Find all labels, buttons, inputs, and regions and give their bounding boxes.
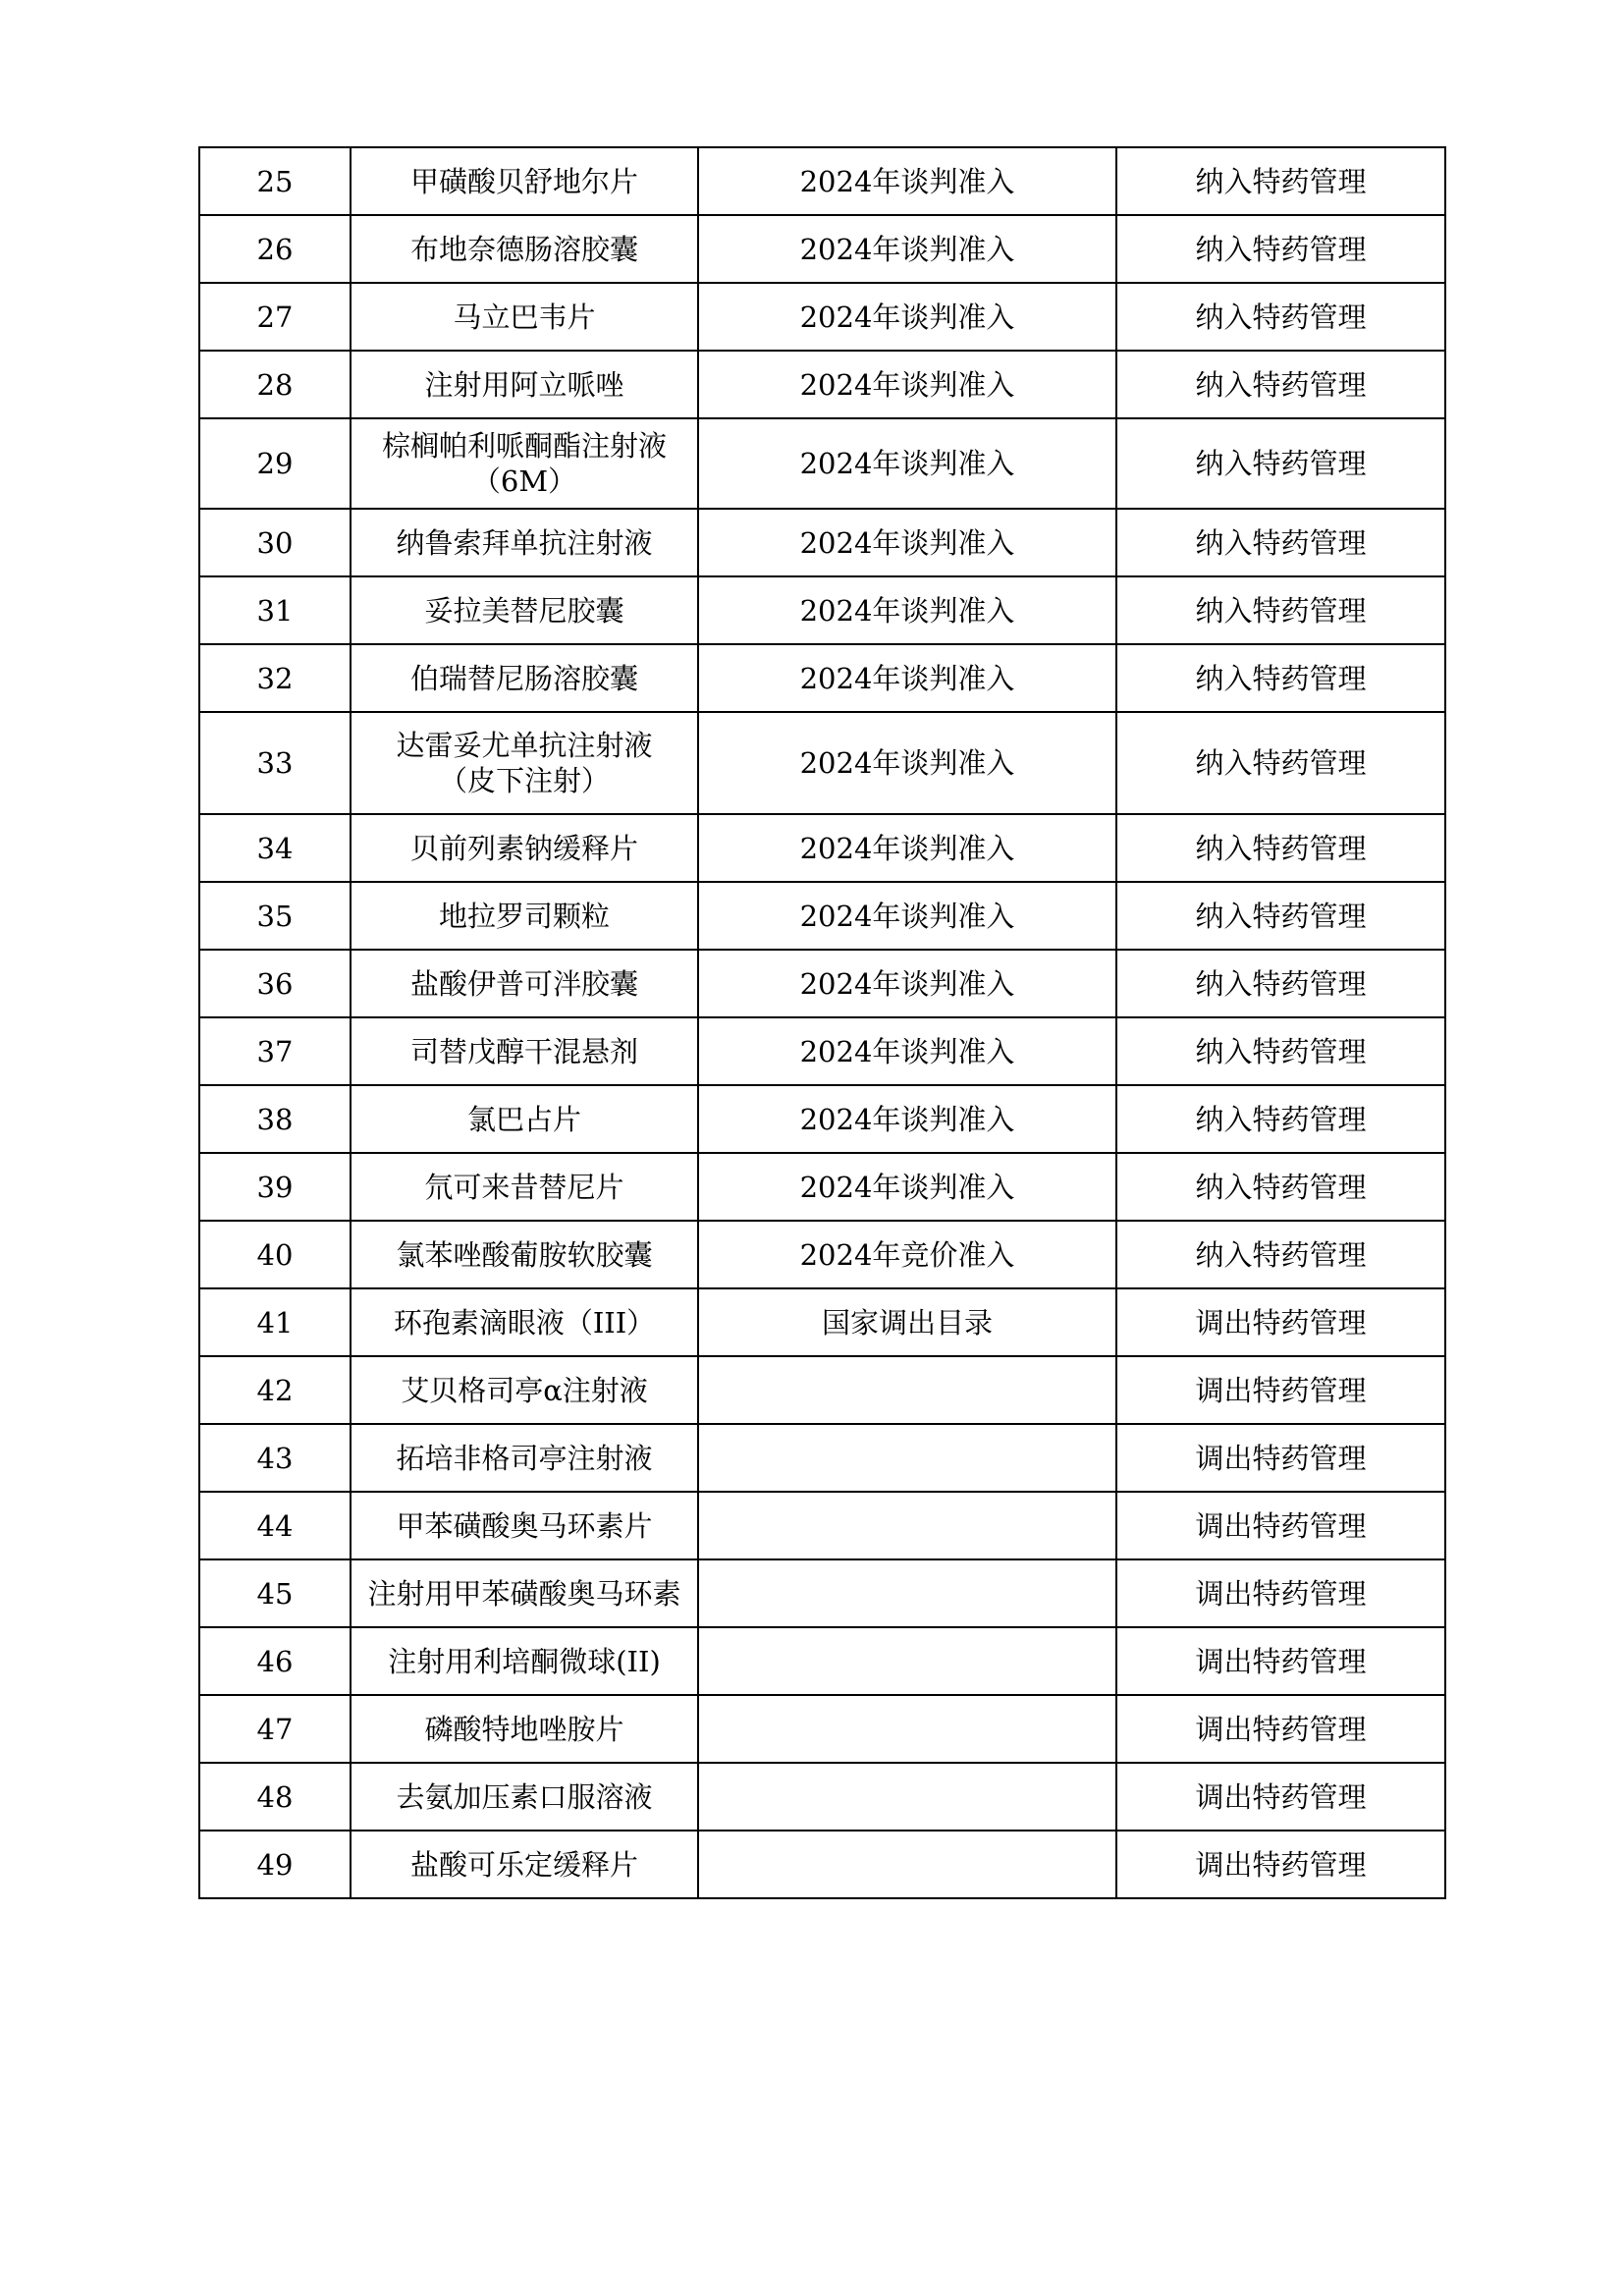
adjustment-reason: 2024年谈判准入 (698, 1085, 1116, 1153)
management-status: 纳入特药管理 (1116, 418, 1445, 509)
adjustment-reason: 2024年竞价准入 (698, 1221, 1116, 1288)
drug-name (351, 576, 698, 644)
drug-name-line: 贝前列素钠缓释片 (409, 831, 638, 865)
table-row (199, 1424, 1445, 1492)
management-status: 调出特药管理 (1116, 1695, 1445, 1763)
drug-name (351, 950, 698, 1017)
table-row (199, 283, 1445, 351)
row-number: 48 (199, 1763, 351, 1831)
adjustment-reason (698, 1627, 1116, 1695)
drug-name-line: 磷酸特地唑胺片 (424, 1712, 624, 1746)
row-number: 33 (199, 712, 351, 814)
management-status: 调出特药管理 (1116, 1492, 1445, 1559)
management-status: 纳入特药管理 (1116, 351, 1445, 418)
row-number: 40 (199, 1221, 351, 1288)
drug-name-line: 布地奈德肠溶胶囊 (409, 232, 638, 266)
row-number: 30 (199, 509, 351, 576)
drug-name-line: 注射用甲苯磺酸奥马环素 (367, 1576, 681, 1611)
drug-name (351, 644, 698, 712)
management-status: 纳入特药管理 (1116, 1221, 1445, 1288)
management-status: 纳入特药管理 (1116, 712, 1445, 814)
row-number: 42 (199, 1356, 351, 1424)
drug-name-line: 氯苯唑酸葡胺软胶囊 (396, 1237, 653, 1272)
row-number: 37 (199, 1017, 351, 1085)
drug-name-line: 拓培非格司亭注射液 (396, 1441, 653, 1475)
management-status: 调出特药管理 (1116, 1627, 1445, 1695)
drug-name (351, 1424, 698, 1492)
adjustment-reason (698, 1424, 1116, 1492)
drug-name-line: 司替戊醇干混悬剂 (409, 1034, 638, 1068)
adjustment-reason (698, 1763, 1116, 1831)
row-number: 39 (199, 1153, 351, 1221)
drug-name (351, 1763, 698, 1831)
row-number: 32 (199, 644, 351, 712)
drug-name-line: 氘可来昔替尼片 (424, 1170, 624, 1204)
drug-name-line: 妥拉美替尼胶囊 (424, 593, 624, 628)
drug-list-table (198, 146, 1446, 1899)
table-row (199, 1356, 1445, 1424)
table-row (199, 576, 1445, 644)
drug-name-line: （皮下注射） (438, 764, 610, 797)
adjustment-reason: 2024年谈判准入 (698, 950, 1116, 1017)
table-row (199, 1695, 1445, 1763)
row-number: 45 (199, 1559, 351, 1627)
adjustment-reason: 2024年谈判准入 (698, 882, 1116, 950)
management-status: 调出特药管理 (1116, 1424, 1445, 1492)
adjustment-reason: 2024年谈判准入 (698, 1153, 1116, 1221)
table-row (199, 418, 1445, 509)
adjustment-reason: 2024年谈判准入 (698, 576, 1116, 644)
adjustment-reason: 2024年谈判准入 (698, 283, 1116, 351)
drug-name-line: （6M） (471, 465, 577, 498)
management-status: 纳入特药管理 (1116, 1153, 1445, 1221)
table-row (199, 814, 1445, 882)
adjustment-reason: 2024年谈判准入 (698, 215, 1116, 283)
management-status: 调出特药管理 (1116, 1831, 1445, 1898)
row-number: 36 (199, 950, 351, 1017)
management-status: 调出特药管理 (1116, 1559, 1445, 1627)
management-status: 纳入特药管理 (1116, 283, 1445, 351)
adjustment-reason: 国家调出目录 (698, 1288, 1116, 1356)
drug-name-line: 纳鲁索拜单抗注射液 (396, 525, 653, 560)
adjustment-reason: 2024年谈判准入 (698, 509, 1116, 576)
table-row (199, 1221, 1445, 1288)
management-status: 纳入特药管理 (1116, 576, 1445, 644)
row-number: 44 (199, 1492, 351, 1559)
table-row (199, 712, 1445, 814)
management-status: 纳入特药管理 (1116, 814, 1445, 882)
management-status: 纳入特药管理 (1116, 644, 1445, 712)
management-status: 纳入特药管理 (1116, 882, 1445, 950)
drug-name (351, 147, 698, 215)
row-number: 27 (199, 283, 351, 351)
table-row (199, 1288, 1445, 1356)
management-status: 调出特药管理 (1116, 1356, 1445, 1424)
drug-name-line: 甲磺酸贝舒地尔片 (409, 164, 638, 198)
drug-name-line: 注射用阿立哌唑 (424, 367, 624, 402)
table-row (199, 1017, 1445, 1085)
table-row (199, 1627, 1445, 1695)
management-status: 调出特药管理 (1116, 1288, 1445, 1356)
drug-name (351, 1221, 698, 1288)
drug-name (351, 509, 698, 576)
table-row (199, 147, 1445, 215)
adjustment-reason: 2024年谈判准入 (698, 712, 1116, 814)
row-number: 35 (199, 882, 351, 950)
row-number: 47 (199, 1695, 351, 1763)
drug-name (351, 1356, 698, 1424)
adjustment-reason: 2024年谈判准入 (698, 1017, 1116, 1085)
drug-name-line: 注射用利培酮微球(II) (388, 1644, 661, 1678)
row-number: 31 (199, 576, 351, 644)
drug-name (351, 1017, 698, 1085)
adjustment-reason: 2024年谈判准入 (698, 644, 1116, 712)
table-row (199, 1763, 1445, 1831)
drug-name-line: 达雷妥尤单抗注射液 (396, 729, 653, 762)
drug-name (351, 1695, 698, 1763)
drug-name-line: 马立巴韦片 (453, 300, 596, 334)
adjustment-reason: 2024年谈判准入 (698, 351, 1116, 418)
drug-name (351, 1153, 698, 1221)
adjustment-reason: 2024年谈判准入 (698, 814, 1116, 882)
drug-list-body (199, 147, 1445, 1898)
drug-name (351, 882, 698, 950)
drug-name-line: 艾贝格司亭α注射液 (401, 1373, 648, 1407)
management-status: 纳入特药管理 (1116, 509, 1445, 576)
drug-name-line: 棕榈帕利哌酮酯注射液 (381, 429, 667, 463)
management-status: 纳入特药管理 (1116, 1085, 1445, 1153)
row-number: 49 (199, 1831, 351, 1898)
drug-name (351, 1559, 698, 1627)
management-status: 纳入特药管理 (1116, 950, 1445, 1017)
management-status: 纳入特药管理 (1116, 215, 1445, 283)
management-status: 纳入特药管理 (1116, 1017, 1445, 1085)
table-row (199, 1831, 1445, 1898)
table-row (199, 215, 1445, 283)
table-row (199, 644, 1445, 712)
adjustment-reason: 2024年谈判准入 (698, 147, 1116, 215)
drug-name (351, 418, 698, 509)
table-row (199, 351, 1445, 418)
row-number: 34 (199, 814, 351, 882)
table-row (199, 1559, 1445, 1627)
table-row (199, 950, 1445, 1017)
drug-name (351, 1288, 698, 1356)
adjustment-reason (698, 1356, 1116, 1424)
table-row (199, 509, 1445, 576)
adjustment-reason: 2024年谈判准入 (698, 418, 1116, 509)
drug-name-line: 去氨加压素口服溶液 (396, 1779, 653, 1814)
management-status: 调出特药管理 (1116, 1763, 1445, 1831)
drug-name (351, 1627, 698, 1695)
row-number: 38 (199, 1085, 351, 1153)
drug-name (351, 351, 698, 418)
table-row (199, 1492, 1445, 1559)
drug-name-line: 盐酸伊普可泮胶囊 (409, 966, 638, 1001)
drug-name (351, 712, 698, 814)
table-row (199, 882, 1445, 950)
drug-name-line: 氯巴占片 (466, 1102, 581, 1136)
row-number: 46 (199, 1627, 351, 1695)
adjustment-reason (698, 1492, 1116, 1559)
row-number: 26 (199, 215, 351, 283)
drug-name (351, 215, 698, 283)
drug-name (351, 1085, 698, 1153)
adjustment-reason (698, 1559, 1116, 1627)
row-number: 25 (199, 147, 351, 215)
row-number: 29 (199, 418, 351, 509)
drug-name (351, 283, 698, 351)
adjustment-reason (698, 1695, 1116, 1763)
table-row (199, 1153, 1445, 1221)
drug-name-line: 伯瑞替尼肠溶胶囊 (409, 661, 638, 695)
drug-name-line: 地拉罗司颗粒 (438, 899, 610, 933)
drug-name-line: 环孢素滴眼液（III） (393, 1305, 656, 1339)
table-row (199, 1085, 1445, 1153)
adjustment-reason (698, 1831, 1116, 1898)
drug-name-line: 盐酸可乐定缓释片 (409, 1847, 638, 1882)
management-status: 纳入特药管理 (1116, 147, 1445, 215)
drug-name (351, 814, 698, 882)
row-number: 41 (199, 1288, 351, 1356)
drug-name-line: 甲苯磺酸奥马环素片 (396, 1508, 653, 1543)
drug-name (351, 1492, 698, 1559)
row-number: 43 (199, 1424, 351, 1492)
drug-name (351, 1831, 698, 1898)
row-number: 28 (199, 351, 351, 418)
